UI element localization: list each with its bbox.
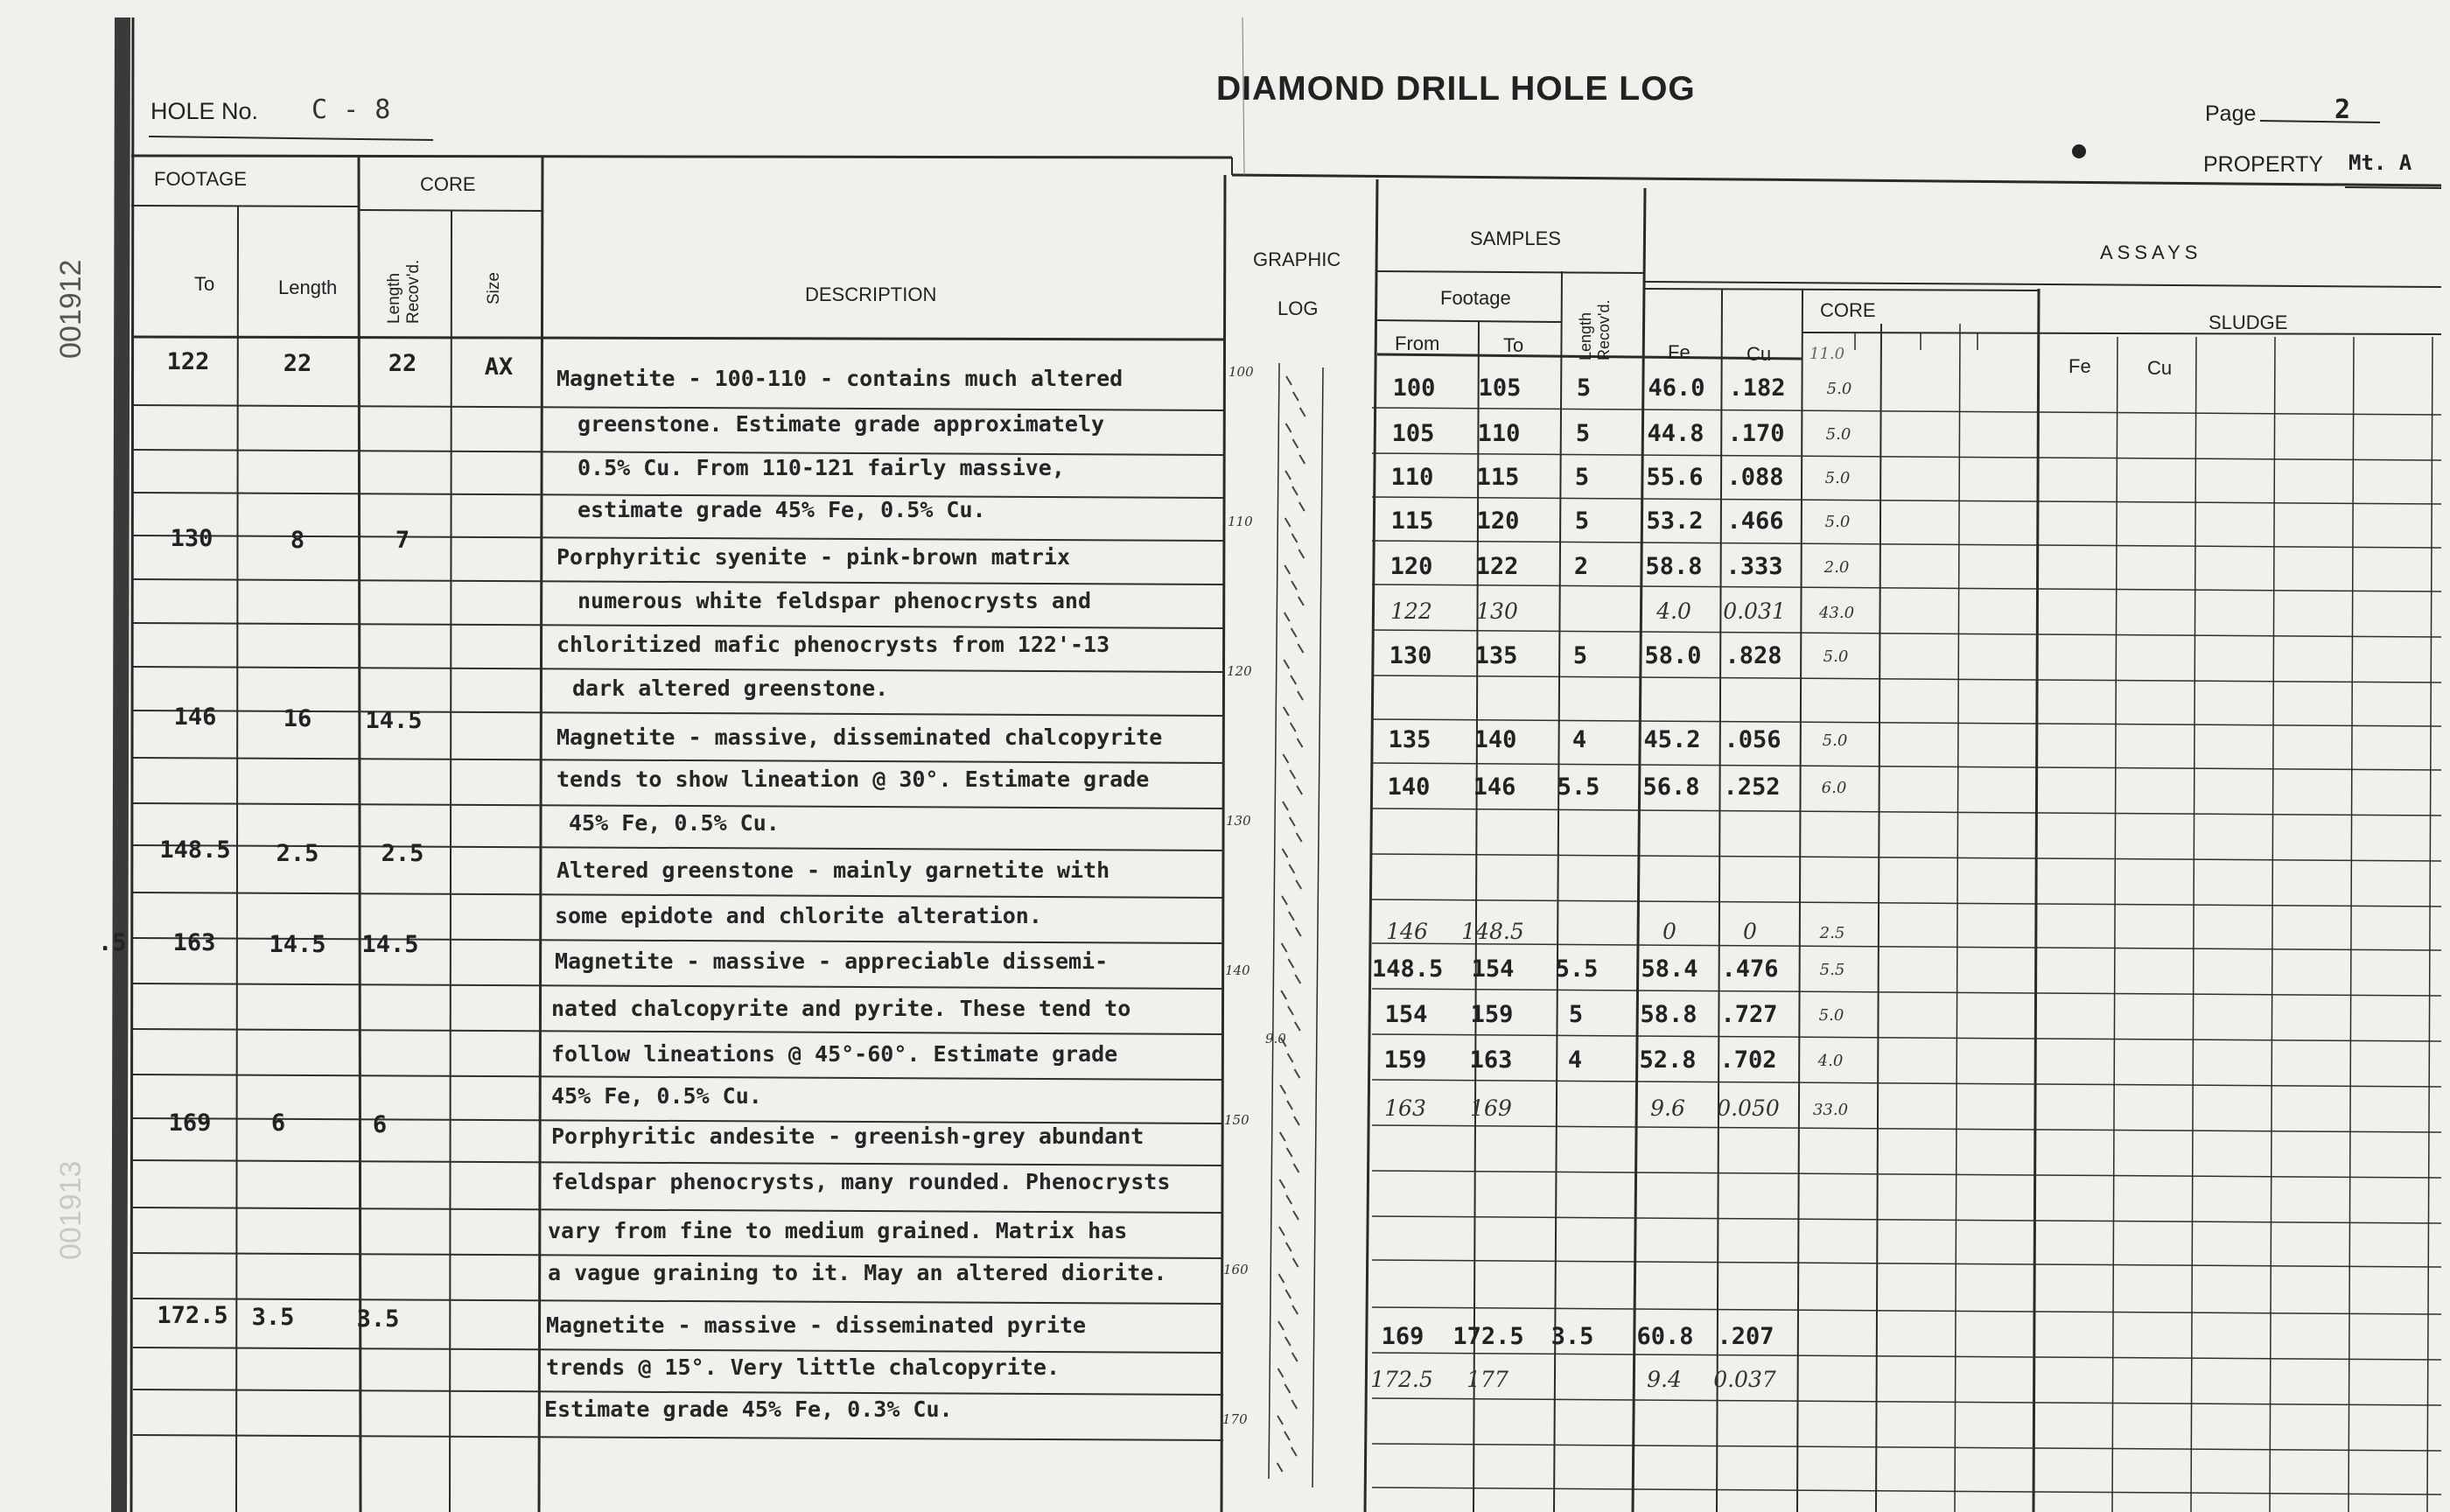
sludge-fe-header: Fe	[2068, 355, 2091, 377]
hole-number-label: HOLE No.	[150, 98, 259, 124]
samples-to-header: To	[1503, 334, 1524, 356]
sample-length: 5	[1576, 374, 1592, 402]
margin-mark: .5	[98, 929, 127, 956]
sample-to: 148.5	[1461, 919, 1524, 944]
footage-length: 8	[290, 527, 305, 554]
sample-to: 110	[1477, 420, 1521, 447]
log-header: LOG	[1278, 298, 1319, 319]
graphic-log-tick: 150	[1224, 1112, 1250, 1128]
footage-to: 122	[166, 348, 210, 375]
assay-cu: .182	[1728, 374, 1786, 402]
description-line: chloritized mafic phenocrysts from 122'-13	[556, 632, 1110, 657]
sample-from: 154	[1384, 1001, 1428, 1028]
footage-to: 146	[173, 704, 217, 731]
assay-fe: 4.0	[1656, 598, 1691, 624]
assay-cu: .828	[1725, 642, 1782, 669]
footage-length: 16	[283, 705, 312, 732]
footage-length: 2.5	[276, 840, 319, 867]
assay-cu: .207	[1717, 1323, 1774, 1350]
assay-cu: .088	[1726, 464, 1784, 491]
sample-from: 135	[1388, 726, 1432, 753]
assay-fe: 58.8	[1640, 1001, 1698, 1028]
graphic-header: GRAPHIC	[1253, 248, 1341, 270]
footage-length: 22	[283, 350, 312, 377]
sample-to: 172.5	[1452, 1323, 1524, 1350]
length-header: Length	[278, 276, 338, 298]
hole-number-value: C - 8	[312, 94, 391, 125]
core-recovered: 14.5	[365, 707, 423, 734]
description-line: dark altered greenstone.	[572, 676, 889, 701]
sample-length: 4	[1567, 1046, 1583, 1074]
assay-fe: 0	[1662, 919, 1676, 944]
sample-to: 135	[1474, 642, 1518, 669]
description-line: Porphyritic andesite - greenish-grey abundant	[551, 1124, 1144, 1149]
core-recovered: 7	[395, 527, 410, 554]
sample-from: 148.5	[1372, 956, 1444, 983]
assay-core-extra: 5.0	[1824, 469, 1851, 487]
assay-cu: 0.037	[1713, 1367, 1776, 1392]
sample-to: 146	[1473, 774, 1516, 801]
sample-to: 140	[1474, 726, 1517, 753]
page-title: DIAMOND DRILL HOLE LOG	[1216, 70, 1696, 108]
core-recovered: 14.5	[361, 931, 419, 958]
sample-to: 120	[1476, 508, 1520, 535]
assay-cu: .476	[1721, 956, 1779, 983]
graphic-log-note: 9.0	[1265, 1031, 1286, 1046]
sample-from: 122	[1390, 598, 1432, 624]
description-line: nated chalcopyrite and pyrite. These tend to	[551, 996, 1131, 1021]
margin-number-faint: 001913	[54, 1160, 88, 1260]
description-line: Magnetite - 100-110 - contains much altered	[556, 366, 1124, 391]
core-recovered: 6	[372, 1111, 388, 1138]
sample-length: 3.5	[1550, 1323, 1594, 1350]
assay-core-extra: 2.0	[1824, 558, 1850, 577]
assay-core-header: CORE	[1820, 299, 1876, 321]
sample-length: 5.5	[1555, 956, 1599, 983]
property-value: Mt. A	[2348, 150, 2412, 175]
sample-to: 130	[1476, 598, 1518, 624]
sample-from: 146	[1386, 919, 1428, 944]
sample-from: 172.5	[1370, 1367, 1433, 1392]
core-size: AX	[484, 354, 514, 381]
description-line: Porphyritic syenite - pink-brown matrix	[556, 544, 1070, 570]
sample-from: 169	[1381, 1323, 1424, 1350]
assay-core-extra: 5.0	[1825, 425, 1852, 444]
assay-core-extra: 4.0	[1817, 1052, 1844, 1070]
description-line: tends to show lineation @ 30°. Estimate grade	[556, 766, 1150, 792]
assay-core-extra: 6.0	[1821, 779, 1847, 797]
sample-length: 5	[1572, 642, 1588, 669]
sample-from: 140	[1387, 774, 1431, 801]
description-header: DESCRIPTION	[805, 284, 937, 305]
sample-from: 120	[1390, 553, 1433, 580]
property-label: PROPERTY	[2203, 152, 2324, 177]
assay-core-extra: 5.0	[1823, 648, 1849, 666]
assay-core-extra: 33.0	[1812, 1101, 1849, 1119]
graphic-log-tick: 100	[1228, 364, 1254, 380]
footage-length: 6	[270, 1110, 286, 1137]
sample-length: 2	[1573, 553, 1589, 580]
assay-cu: .727	[1720, 1001, 1778, 1028]
assay-fe: 58.8	[1645, 553, 1703, 580]
assay-cu: 0.031	[1723, 598, 1786, 624]
sample-length: 5	[1574, 464, 1590, 491]
assay-fe: 45.2	[1643, 726, 1701, 753]
assay-core-extra: 5.5	[1819, 961, 1845, 979]
sample-to: 169	[1470, 1096, 1512, 1121]
assay-fe: 52.8	[1639, 1046, 1697, 1074]
description-line: some epidote and chlorite alteration.	[555, 903, 1042, 928]
graphic-log-tick: 140	[1225, 962, 1250, 978]
assay-fe: 60.8	[1636, 1323, 1694, 1350]
graphic-log-hatching	[1278, 376, 1306, 1472]
assay-core-extra: 43.0	[1818, 604, 1855, 622]
sample-from: 159	[1383, 1046, 1427, 1074]
footage-to: 169	[168, 1110, 212, 1137]
sample-length: 5	[1575, 420, 1591, 447]
assay-fe: 44.8	[1647, 420, 1704, 447]
graphic-log-tick: 130	[1226, 813, 1251, 829]
from-header: From	[1395, 332, 1440, 354]
assay-cu: 0	[1743, 919, 1757, 944]
sample-to: 159	[1470, 1001, 1514, 1028]
sample-to: 163	[1469, 1046, 1513, 1074]
sample-from: 105	[1391, 420, 1435, 447]
description-line: estimate grade 45% Fe, 0.5% Cu.	[578, 497, 986, 522]
description-line: Altered greenstone - mainly garnetite with	[556, 858, 1110, 883]
sample-to: 154	[1471, 956, 1515, 983]
sample-length: 4	[1572, 726, 1587, 753]
graphic-log-tick: 160	[1223, 1262, 1249, 1278]
sample-length: 5.5	[1557, 774, 1600, 801]
description-line: 45% Fe, 0.5% Cu.	[569, 810, 780, 836]
sample-to: 122	[1475, 553, 1519, 580]
assay-fe: 58.0	[1644, 642, 1702, 669]
sample-from: 115	[1390, 508, 1434, 535]
description-line: follow lineations @ 45°-60°. Estimate grade	[551, 1041, 1118, 1067]
sludge-header: SLUDGE	[2208, 312, 2288, 333]
assay-cu: .170	[1727, 420, 1785, 447]
sample-to: 105	[1478, 374, 1522, 402]
description-line: numerous white feldspar phenocrysts and	[578, 588, 1091, 613]
core-length-recovd-header: Length Recov'd.	[385, 259, 423, 324]
assay-fe: 53.2	[1646, 508, 1704, 535]
sample-to: 177	[1466, 1367, 1508, 1392]
sample-to: 115	[1476, 464, 1520, 491]
to-header: To	[194, 273, 215, 295]
footage-to: 172.5	[157, 1302, 228, 1329]
footage-length: 3.5	[251, 1304, 295, 1331]
graphic-log-tick: 170	[1222, 1411, 1248, 1427]
assays-header: ASSAYS	[2100, 242, 2202, 263]
sample-from: 130	[1389, 642, 1432, 669]
core-extra-header: 11.0	[1810, 345, 1845, 363]
margin-number: 001912	[54, 259, 88, 359]
cu-header: Cu	[1746, 343, 1772, 365]
assay-cu: .056	[1724, 726, 1782, 753]
samples-length-header: Length Recov'd.	[1577, 299, 1613, 360]
assay-fe: 56.8	[1642, 774, 1700, 801]
graphic-log-tick: 110	[1228, 514, 1253, 529]
assay-core-extra: 5.0	[1824, 513, 1851, 531]
assay-cu: .252	[1723, 774, 1781, 801]
samples-header: SAMPLES	[1470, 228, 1561, 249]
sample-from: 163	[1384, 1096, 1426, 1121]
graphic-log-tick: 120	[1227, 663, 1252, 679]
core-recovered: 22	[388, 350, 417, 377]
description-line: Magnetite - massive - disseminated pyrite	[546, 1312, 1087, 1338]
assay-fe: 58.4	[1641, 956, 1698, 983]
assay-fe: 55.6	[1646, 464, 1704, 491]
description-line: Magnetite - massive, disseminated chalcopyrite	[556, 724, 1163, 750]
assay-fe: 9.6	[1650, 1096, 1685, 1121]
assay-core-extra: 5.0	[1826, 380, 1852, 398]
sludge-cu-header: Cu	[2147, 357, 2173, 379]
assay-fe: 9.4	[1647, 1367, 1682, 1392]
samples-footage-header: Footage	[1440, 287, 1511, 309]
description-line: trends @ 15°. Very little chalcopyrite.	[546, 1354, 1060, 1380]
assay-cu: .333	[1726, 553, 1783, 580]
description-line: Magnetite - massive - appreciable dissemi-	[555, 948, 1109, 974]
footage-header: FOOTAGE	[154, 168, 247, 190]
description-line: feldspar phenocrysts, many rounded. Phenocrysts	[551, 1169, 1171, 1194]
page-label: Page	[2205, 102, 2257, 126]
assay-core-extra: 5.0	[1822, 732, 1848, 750]
assay-cu: .466	[1726, 508, 1784, 535]
footage-length: 14.5	[269, 931, 326, 958]
assay-cu: 0.050	[1717, 1096, 1780, 1121]
core-recovered: 3.5	[356, 1306, 400, 1333]
footage-to: 163	[172, 929, 216, 956]
sample-length: 5	[1574, 508, 1590, 535]
core-header: CORE	[420, 173, 476, 195]
size-header: Size	[485, 272, 503, 304]
core-recovered: 2.5	[381, 840, 424, 867]
description-line: greenstone. Estimate grade approximately	[578, 411, 1105, 437]
footage-to: 130	[170, 525, 214, 552]
sample-length: 5	[1568, 1001, 1584, 1028]
sample-from: 110	[1390, 464, 1434, 491]
description-line: 0.5% Cu. From 110-121 fairly massive,	[578, 455, 1065, 480]
description-line: 45% Fe, 0.5% Cu.	[551, 1083, 762, 1109]
assay-fe: 46.0	[1648, 374, 1705, 402]
assay-cu: .702	[1719, 1046, 1777, 1074]
sample-from: 100	[1392, 374, 1436, 402]
page-number: 2	[2334, 94, 2351, 125]
description-line: a vague graining to it. May an altered diorite.	[548, 1260, 1167, 1285]
assay-core-extra: 2.5	[1819, 924, 1845, 942]
description-line: vary from fine to medium grained. Matrix has	[548, 1218, 1128, 1243]
footage-to: 148.5	[159, 836, 231, 864]
assay-core-extra: 5.0	[1818, 1006, 1844, 1025]
description-line: Estimate grade 45% Fe, 0.3% Cu.	[544, 1396, 953, 1422]
punch-dot	[2072, 144, 2086, 158]
fe-header: Fe	[1668, 341, 1690, 363]
